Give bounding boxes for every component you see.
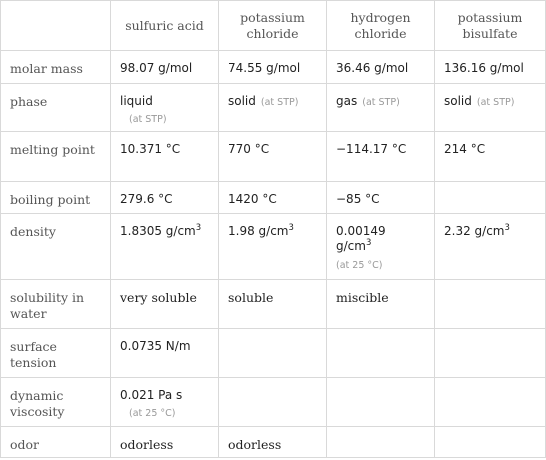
unit-exponent: 3 — [504, 223, 510, 233]
cell-value: 10.371 °C — [111, 132, 219, 182]
cell-value — [435, 280, 546, 329]
header-potassium-bisulfate: potassium bisulfate — [435, 1, 546, 51]
cell-value: 214 °C — [435, 132, 546, 182]
cell-value: 0.0735 N/m — [111, 329, 219, 378]
row-label: odor — [1, 427, 111, 458]
cell-value: 136.16 g/mol — [435, 51, 546, 84]
header-sulfuric-acid: sulfuric acid — [111, 1, 219, 51]
row-molar-mass — [1, 51, 546, 84]
cell-value: −114.17 °C — [327, 132, 435, 182]
header-row — [1, 1, 546, 51]
cell-value: odorless — [219, 427, 327, 458]
cell-value: 74.55 g/mol — [219, 51, 327, 84]
cell-value — [219, 378, 327, 427]
header-corner — [1, 1, 111, 51]
cell-value: 36.46 g/mol — [327, 51, 435, 84]
header-hydrogen-chloride: hydrogen chloride — [327, 1, 435, 51]
density-unit: g/cm — [336, 239, 366, 253]
unit-exponent: 3 — [365, 238, 372, 248]
density-value: 1.8305 g/cm — [120, 224, 196, 238]
condition-note: (at STP) — [476, 97, 515, 108]
phase-value: solid — [444, 94, 472, 108]
phase-value: gas — [336, 94, 358, 108]
row-surface-tension — [1, 329, 546, 378]
row-label: phase — [1, 84, 111, 132]
phase-value: liquid — [120, 94, 153, 108]
cell-value: 98.07 g/mol — [111, 51, 219, 84]
cell-value — [435, 378, 546, 427]
cell-value — [327, 214, 435, 280]
cell-value: miscible — [327, 280, 435, 329]
cell-value: 279.6 °C — [111, 182, 219, 214]
cell-value — [111, 378, 219, 427]
cell-value — [111, 214, 219, 280]
row-label: dynamic viscosity — [1, 378, 111, 427]
cell-value: soluble — [219, 280, 327, 329]
row-solubility — [1, 280, 546, 329]
row-label: density — [1, 214, 111, 280]
cell-value — [111, 84, 219, 132]
row-phase — [1, 84, 546, 132]
cell-value — [435, 329, 546, 378]
condition-note: (at STP) — [362, 97, 400, 108]
phase-value: solid — [228, 94, 256, 108]
cell-value: very soluble — [111, 280, 219, 329]
density-value: 1.98 g/cm — [228, 224, 289, 238]
row-melting-point — [1, 132, 546, 182]
unit-exponent: 3 — [195, 223, 202, 233]
density-value: 0.00149 — [336, 224, 386, 238]
cell-value — [219, 214, 327, 280]
cell-value — [435, 182, 546, 214]
condition-note: (at STP) — [260, 97, 299, 108]
cell-value: −85 °C — [327, 182, 435, 214]
viscosity-value: 0.021 Pa s — [120, 388, 183, 402]
cell-value — [435, 427, 546, 458]
cell-value — [327, 427, 435, 458]
unit-exponent: 3 — [288, 223, 294, 233]
row-label: surface tension — [1, 329, 111, 378]
row-label: molar mass — [1, 51, 111, 84]
cell-value: 1420 °C — [219, 182, 327, 214]
row-label: solubility in water — [1, 280, 111, 329]
cell-value — [327, 84, 435, 132]
cell-value — [435, 84, 546, 132]
cell-value: 770 °C — [219, 132, 327, 182]
header-potassium-chloride: potassium chloride — [219, 1, 327, 51]
row-boiling-point — [1, 182, 546, 214]
cell-value: odorless — [111, 427, 219, 458]
density-value: 2.32 g/cm — [444, 224, 505, 238]
cell-value — [435, 214, 546, 280]
row-label: boiling point — [1, 182, 111, 214]
condition-note: (at 25 °C) — [336, 260, 383, 271]
row-label: melting point — [1, 132, 111, 182]
cell-value — [327, 378, 435, 427]
cell-value — [219, 84, 327, 132]
row-density — [1, 214, 546, 280]
row-dynamic-viscosity — [1, 378, 546, 427]
cell-value — [327, 329, 435, 378]
cell-value — [219, 329, 327, 378]
row-odor — [1, 427, 546, 458]
condition-note: (at 25 °C) — [129, 408, 176, 419]
condition-note: (at STP) — [129, 114, 167, 125]
